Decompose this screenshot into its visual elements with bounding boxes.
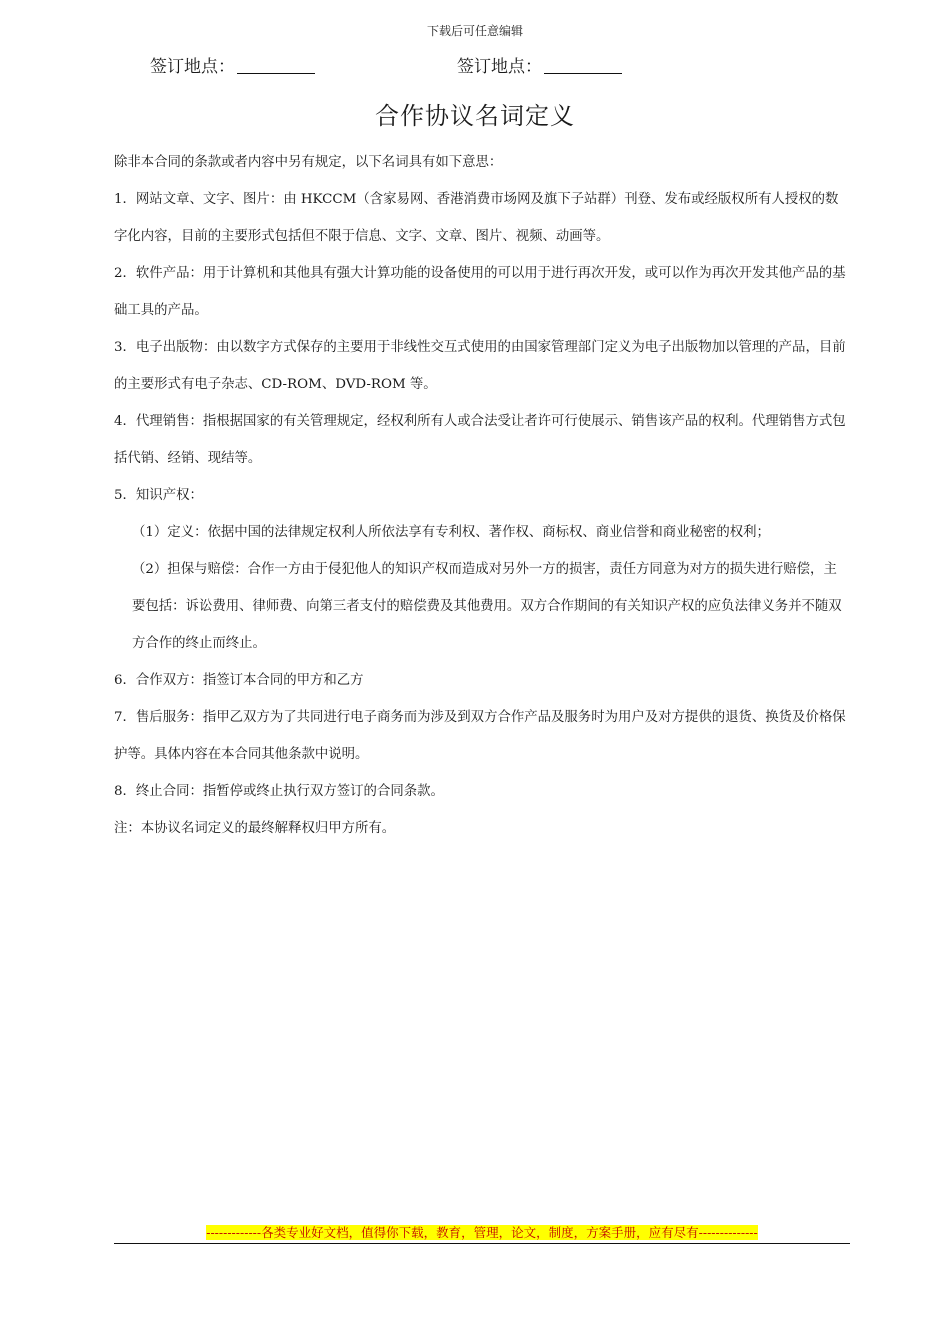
intro-paragraph: 除非本合同的条款或者内容中另有规定，以下名词具有如下意思：	[114, 155, 503, 170]
signing-location-label: 签订地点：	[457, 57, 542, 77]
page-footer	[114, 1223, 850, 1244]
document-body	[114, 150, 850, 847]
signing-location-blank	[544, 57, 622, 74]
signing-location-left	[150, 52, 315, 77]
definition-item-5: 5．知识产权：	[114, 488, 203, 503]
definition-item-7: 7．售后服务：指甲乙双方为了共同进行电子商务而为涉及到双方合作产品及服务时为用户及对方提供的退货、换货及价格保护等。具体内容在本合同其他条款中说明。	[114, 710, 846, 762]
closing-note: 注：本协议名词定义的最终解释权归甲方所有。	[114, 821, 396, 836]
document-title: 合作协议名词定义	[375, 102, 575, 130]
definition-item-1: 1．网站文章、文字、图片：由 HKCCM（含家易网、香港消费市场网及旗下子站群）刊登、发布或经版权所有人授权的数字化内容，目前的主要形式包括但不限于信息、文字、文章、图片、视频、动画等。	[114, 192, 839, 244]
definition-item-6: 6．合作双方：指签订本合同的甲方和乙方	[114, 673, 364, 688]
definition-item-4: 4．代理销售：指根据国家的有关管理规定，经权利所有人或合法受让者许可行使展示、销售该产品的权利。代理销售方式包括代销、经销、现结等。	[114, 414, 846, 466]
definition-item-5-2: （2）担保与赔偿：合作一方由于侵犯他人的知识产权而造成对另外一方的损害，责任方同意为对方的损失进行赔偿，主要包括：诉讼费用、律师费、向第三者支付的赔偿费及其他费用。双方合作期间的有关知识产权的应负法律义务并不随双方合作的终止而终止。	[132, 562, 842, 651]
definition-item-5-1: （1）定义：依据中国的法律规定权利人所依法享有专利权、著作权、商标权、商业信誉和商业秘密的权利；	[132, 525, 770, 540]
definition-item-2: 2．软件产品：用于计算机和其他具有强大计算功能的设备使用的可以用于进行再次开发，或可以作为再次开发其他产品的基础工具的产品。	[114, 266, 846, 318]
signing-location-label: 签订地点：	[150, 57, 235, 77]
definition-item-3: 3．电子出版物：由以数字方式保存的主要用于非线性交互式使用的由国家管理部门定义为电子出版物加以管理的产品，目前的主要形式有电子杂志、CD-ROM、DVD-ROM 等。	[114, 340, 846, 392]
definition-item-8: 8．终止合同：指暂停或终止执行双方签订的合同条款。	[114, 784, 444, 799]
header-note: 下载后可任意编辑	[426, 24, 523, 38]
signing-location-right	[457, 52, 622, 77]
footer-banner: -------------各类专业好文档，值得你下载，教育，管理，论文，制度，方案手册，应有尽有--------------	[206, 1225, 758, 1240]
footer-divider	[114, 1243, 850, 1244]
signing-location-blank	[237, 57, 315, 74]
